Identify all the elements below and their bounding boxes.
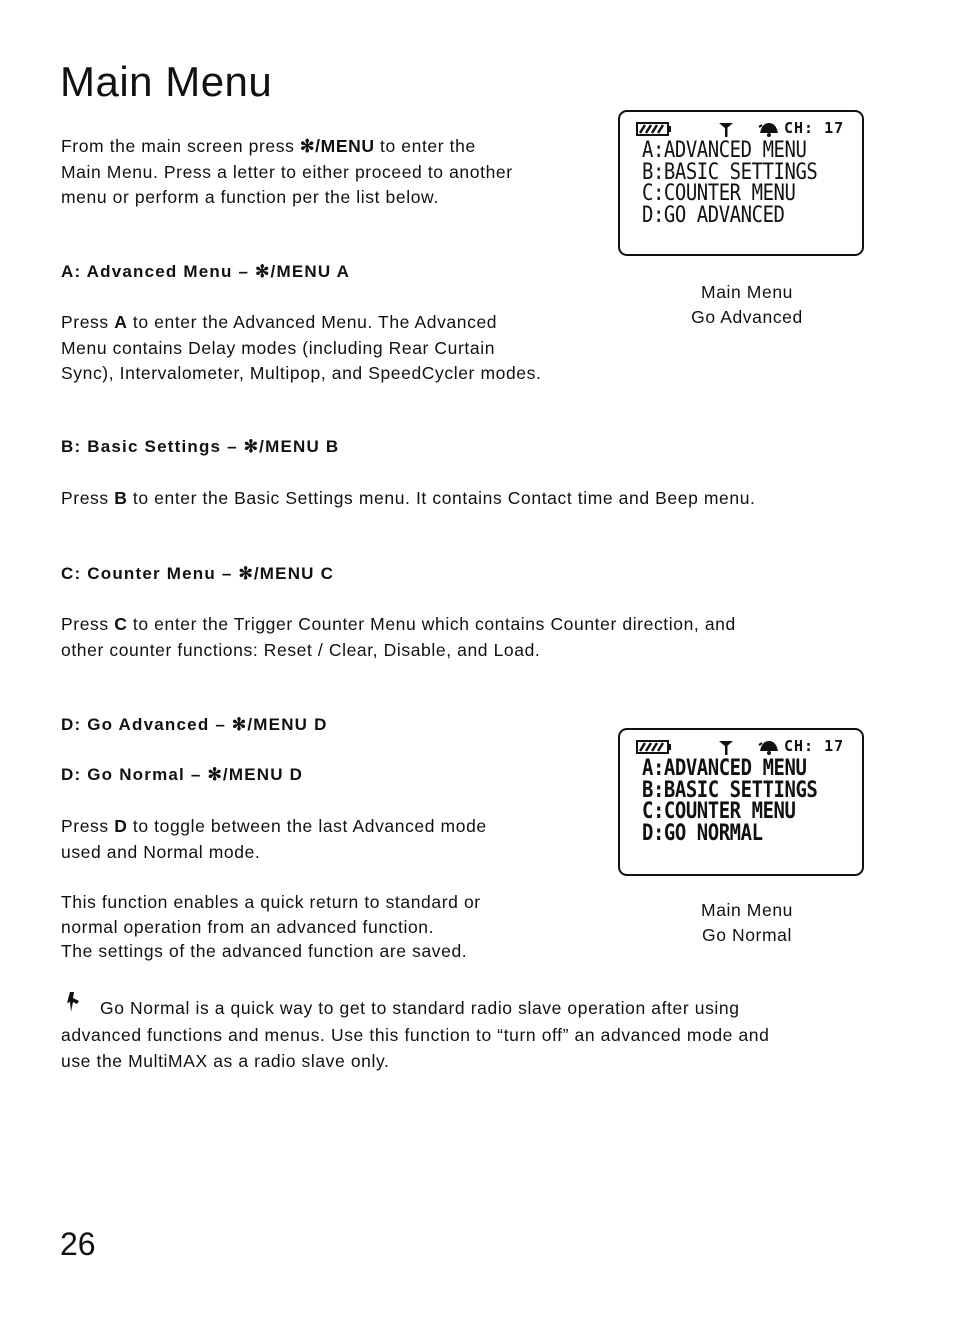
intro-text: to enter the bbox=[374, 136, 476, 156]
battery-icon bbox=[636, 739, 672, 755]
lcd-status-bar bbox=[636, 737, 850, 757]
heading-key: ✻/MENU C bbox=[238, 564, 335, 583]
lcd-channel-readout: CH: 17 bbox=[784, 737, 845, 755]
intro-text: menu or perform a function per the list below. bbox=[61, 187, 439, 207]
heading-key: ✻/MENU A bbox=[255, 262, 351, 281]
body-text: Sync), Intervalometer, Multipop, and SpeedCycler modes. bbox=[61, 363, 542, 383]
body-text: This function enables a quick return to standard or bbox=[61, 892, 481, 912]
lcd-line-d: D:GO ADVANCED bbox=[642, 202, 785, 228]
key-label: A bbox=[114, 312, 128, 332]
section-a-heading bbox=[61, 262, 350, 282]
body-text: Menu contains Delay modes (including Rear Curtain bbox=[61, 337, 496, 358]
lcd-channel-readout: CH: 17 bbox=[784, 119, 845, 137]
battery-icon bbox=[636, 121, 672, 137]
antenna-icon bbox=[718, 121, 734, 137]
section-b-body bbox=[61, 486, 901, 512]
body-text: other counter functions: Reset / Clear, Disable, and Load. bbox=[61, 639, 541, 660]
heading-text: B: Basic Settings – bbox=[61, 437, 244, 456]
body-text: normal operation from an advanced function. bbox=[61, 916, 435, 937]
section-c-body bbox=[61, 612, 901, 663]
section-b-heading bbox=[61, 437, 339, 457]
lcd-line-c: C:COUNTER MENU bbox=[642, 799, 796, 824]
body-text: to enter the Advanced Menu. The Advanced bbox=[127, 312, 498, 332]
lcd-menu-lines bbox=[642, 758, 817, 844]
lcd-line-c: C:COUNTER MENU bbox=[642, 181, 796, 206]
lcd-line-a: A:ADVANCED MENU bbox=[642, 756, 807, 781]
section-a-body bbox=[61, 310, 621, 387]
lcd-caption-go-normal bbox=[647, 898, 847, 948]
bell-icon bbox=[758, 121, 780, 137]
section-d-heading-advanced bbox=[61, 715, 328, 735]
lcd-line-a: A:ADVANCED MENU bbox=[642, 138, 807, 163]
key-label: D bbox=[114, 816, 128, 836]
intro-text: From the main screen press bbox=[61, 136, 300, 156]
caption-line: Main Menu bbox=[701, 282, 793, 302]
section-d-body bbox=[61, 814, 601, 865]
menu-key-label: ✻/MENU bbox=[299, 136, 375, 156]
lcd-line-b: B:BASIC SETTINGS bbox=[642, 777, 818, 803]
heading-text: C: Counter Menu – bbox=[61, 564, 239, 583]
lcd-menu-lines bbox=[642, 140, 817, 226]
tip-text: advanced functions and menus. Use this function to “turn off” an advanced mode and bbox=[61, 1024, 770, 1045]
body-text: The settings of the advanced function are saved. bbox=[61, 941, 468, 961]
section-d-body-2 bbox=[61, 890, 601, 964]
page-title: Main Menu bbox=[60, 58, 273, 105]
body-text: Press bbox=[61, 488, 115, 508]
key-label: C bbox=[114, 614, 128, 634]
section-d-heading-normal bbox=[61, 765, 303, 785]
caption-line: Go Normal bbox=[701, 925, 792, 945]
tip-paragraph bbox=[61, 995, 921, 1075]
bell-icon bbox=[758, 739, 780, 755]
heading-text: A: Advanced Menu – bbox=[61, 262, 256, 281]
lcd-line-b: B:BASIC SETTINGS bbox=[642, 159, 818, 185]
page-number: 26 bbox=[60, 1226, 96, 1262]
tip-text: use the MultiMAX as a radio slave only. bbox=[61, 1051, 390, 1071]
body-text: Press bbox=[61, 614, 115, 634]
tip-text: Go Normal is a quick way to get to standard radio slave operation after using bbox=[100, 998, 740, 1018]
lcd-screen-go-normal bbox=[618, 728, 864, 876]
heading-key: ✻/MENU D bbox=[207, 765, 304, 784]
heading-key: ✻/MENU B bbox=[243, 437, 340, 456]
body-text: to enter the Trigger Counter Menu which contains Counter direction, and bbox=[127, 614, 736, 634]
antenna-icon bbox=[718, 739, 734, 755]
heading-text: D: Go Advanced – bbox=[61, 715, 232, 734]
key-label: B bbox=[114, 488, 128, 508]
intro-text: Main Menu. Press a letter to either proceed to another bbox=[61, 161, 513, 182]
caption-line: Main Menu bbox=[701, 900, 793, 920]
caption-line: Go Advanced bbox=[691, 307, 803, 327]
section-c-heading bbox=[61, 564, 334, 584]
lcd-status-bar bbox=[636, 119, 850, 139]
heading-key: ✻/MENU D bbox=[231, 715, 328, 734]
lcd-caption-go-advanced bbox=[647, 280, 847, 330]
body-text: Press bbox=[61, 816, 115, 836]
lcd-screen-go-advanced bbox=[618, 110, 864, 256]
body-text: Press bbox=[61, 312, 115, 332]
body-text: to toggle between the last Advanced mode bbox=[127, 816, 487, 836]
lcd-line-d: D:GO NORMAL bbox=[642, 820, 763, 846]
heading-text: D: Go Normal – bbox=[61, 765, 208, 784]
body-text: used and Normal mode. bbox=[61, 841, 261, 862]
intro-paragraph bbox=[61, 134, 601, 211]
body-text: to enter the Basic Settings menu. It contains Contact time and Beep menu. bbox=[127, 488, 756, 508]
